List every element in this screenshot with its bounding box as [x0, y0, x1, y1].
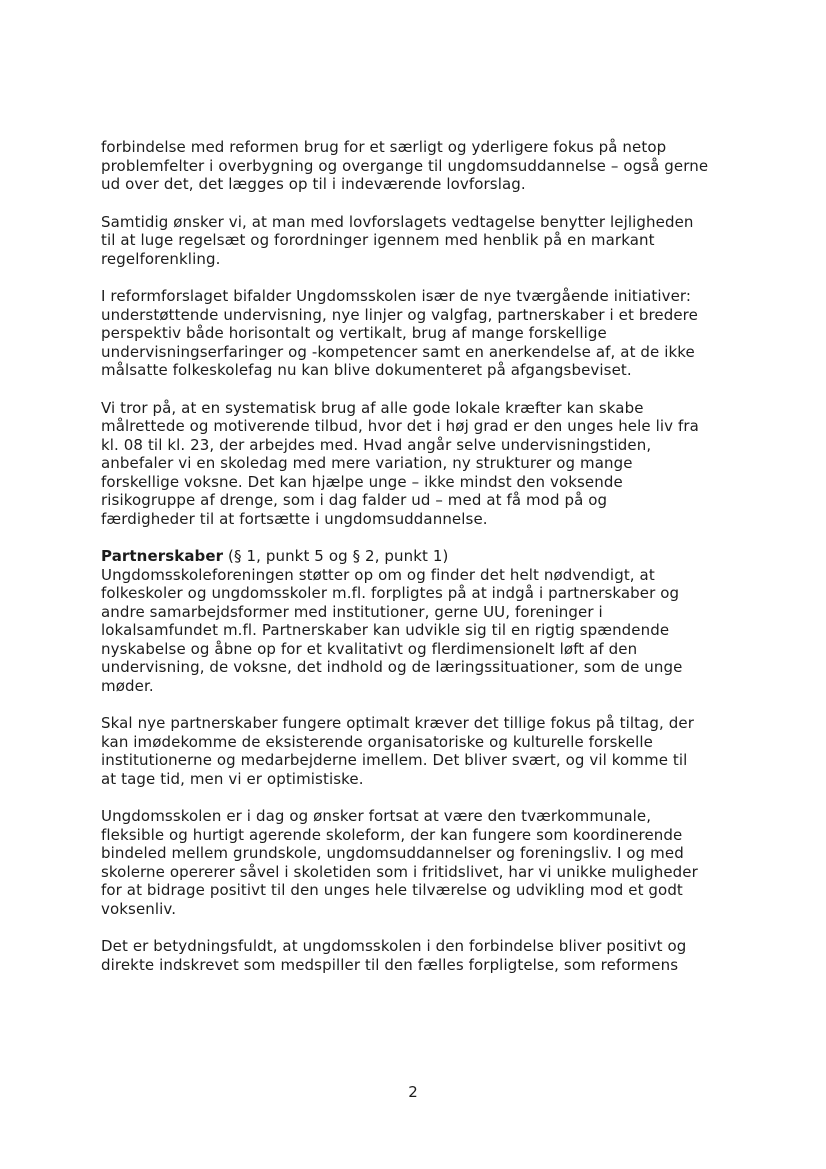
text-line: ud over det, det lægges op til i indeværende lovforslag. — [101, 175, 526, 193]
text-line: Skal nye partnerskaber fungere optimalt kræver det tillige fokus på tiltag, der — [101, 714, 694, 732]
text-line: Det er betydningsfuldt, at ungdomsskolen i den forbindelse bliver positivt og — [101, 937, 687, 955]
text-line: undervisning, de voksne, det indhold og de læringssituationer, som de unge — [101, 658, 683, 676]
text-line: møder. — [101, 676, 154, 695]
text-line: problemfelter i overbygning og overgange til ungdomsuddannelse – også gerne — [101, 156, 709, 175]
paragraph-reform-focus — [101, 138, 761, 194]
text-line: forbindelse med reformen brug for et særligt og yderligere fokus på netop — [101, 138, 667, 156]
document-page — [101, 138, 761, 993]
text-line: Samtidig ønsker vi, at man med lovforslagets vedtagelse benytter lejligheden — [101, 212, 694, 231]
text-line: Vi tror på, at en systematisk brug af alle gode lokale kræfter kan skabe — [101, 398, 644, 417]
text-line: Ungdomsskoleforeningen støtter op om og finder det helt nødvendigt, at — [101, 565, 655, 584]
paragraph-rule-simplification — [101, 213, 761, 269]
text-line: nyskabelse og åbne op for et kvalitativt og flerdimensionelt løft af den — [101, 639, 638, 658]
paragraph-significance — [101, 937, 761, 974]
text-line: skolerne opererer såvel i skoletiden som i fritidslivet, har vi unikke muligheder — [101, 862, 698, 881]
text-line: bindeled mellem grundskole, ungdomsuddannelser og foreningsliv. I og med — [101, 844, 684, 862]
text-line: voksenliv. — [101, 899, 177, 918]
text-line: forskellige voksne. Det kan hjælpe unge – ikke mindst den voksende — [101, 472, 623, 491]
text-line: regelforenkling. — [101, 249, 221, 268]
text-line: perspektiv både horisontalt og vertikalt, brug af mange forskellige — [101, 324, 607, 342]
text-line: lokalsamfundet m.fl. Partnerskaber kan udvikle sig til en rigtig spændende — [101, 621, 670, 639]
text-line: I reformforslaget bifalder Ungdomsskolen især de nye tværgående initiativer: — [101, 287, 692, 305]
text-line: til at luge regelsæt og forordninger igennem med henblik på en markant — [101, 231, 655, 249]
page-number: 2 — [408, 1083, 418, 1101]
paragraph-cross-cutting-initiatives — [101, 287, 761, 380]
text-line: at tage tid, men vi er optimistiske. — [101, 769, 364, 788]
text-line: anbefaler vi en skoledag med mere variation, ny strukturer og mange — [101, 454, 633, 472]
paragraph-youth-school-role — [101, 807, 761, 918]
text-line: direkte indskrevet som medspiller til den fælles forpligtelse, som reformens — [101, 955, 679, 974]
text-line: folkeskoler og ungdomsskoler m.fl. forpligtes på at indgå i partnerskaber og — [101, 584, 680, 602]
text-line: institutionerne og medarbejderne imellem. Det bliver svært, og vil komme til — [101, 751, 688, 769]
text-line: færdigheder til at fortsætte i ungdomsuddannelse. — [101, 509, 488, 528]
text-line: undervisningserfaringer og -kompetencer samt en anerkendelse af, at de ikke — [101, 342, 695, 361]
text-line: kan imødekomme de eksisterende organisatoriske og kulturelle forskelle — [101, 732, 653, 751]
text-line: målrettede og motiverende tilbud, hvor det i høj grad er den unges hele liv fra — [101, 417, 699, 435]
section-heading-line — [101, 547, 761, 566]
paragraph-partnership-focus — [101, 714, 761, 788]
text-line: risikogruppe af drenge, som i dag falder ud – med at få mod på og — [101, 491, 608, 509]
text-line: andre samarbejdsformer med institutioner, gerne UU, foreninger i — [101, 602, 603, 621]
text-line: understøttende undervisning, nye linjer og valgfag, partnerskaber i et bredere — [101, 305, 698, 324]
text-line: Ungdomsskolen er i dag og ønsker fortsat at være den tværkommunale, — [101, 807, 652, 825]
text-line: for at bidrage positivt til den unges hele tilværelse og udvikling mod et godt — [101, 881, 683, 899]
paragraph-local-resources — [101, 399, 761, 529]
text-line: fleksible og hurtigt agerende skoleform, der kan fungere som koordinerende — [101, 825, 683, 844]
section-heading: Partnerskaber — [101, 547, 224, 565]
text-line: kl. 08 til kl. 23, der arbejdes med. Hvad angår selve undervisningstiden, — [101, 435, 652, 454]
text-line: målsatte folkeskolefag nu kan blive dokumenteret på afgangsbeviset. — [101, 361, 632, 379]
section-reference: (§ 1, punkt 5 og § 2, punkt 1) — [223, 547, 449, 565]
section-partnerskaber — [101, 547, 761, 695]
